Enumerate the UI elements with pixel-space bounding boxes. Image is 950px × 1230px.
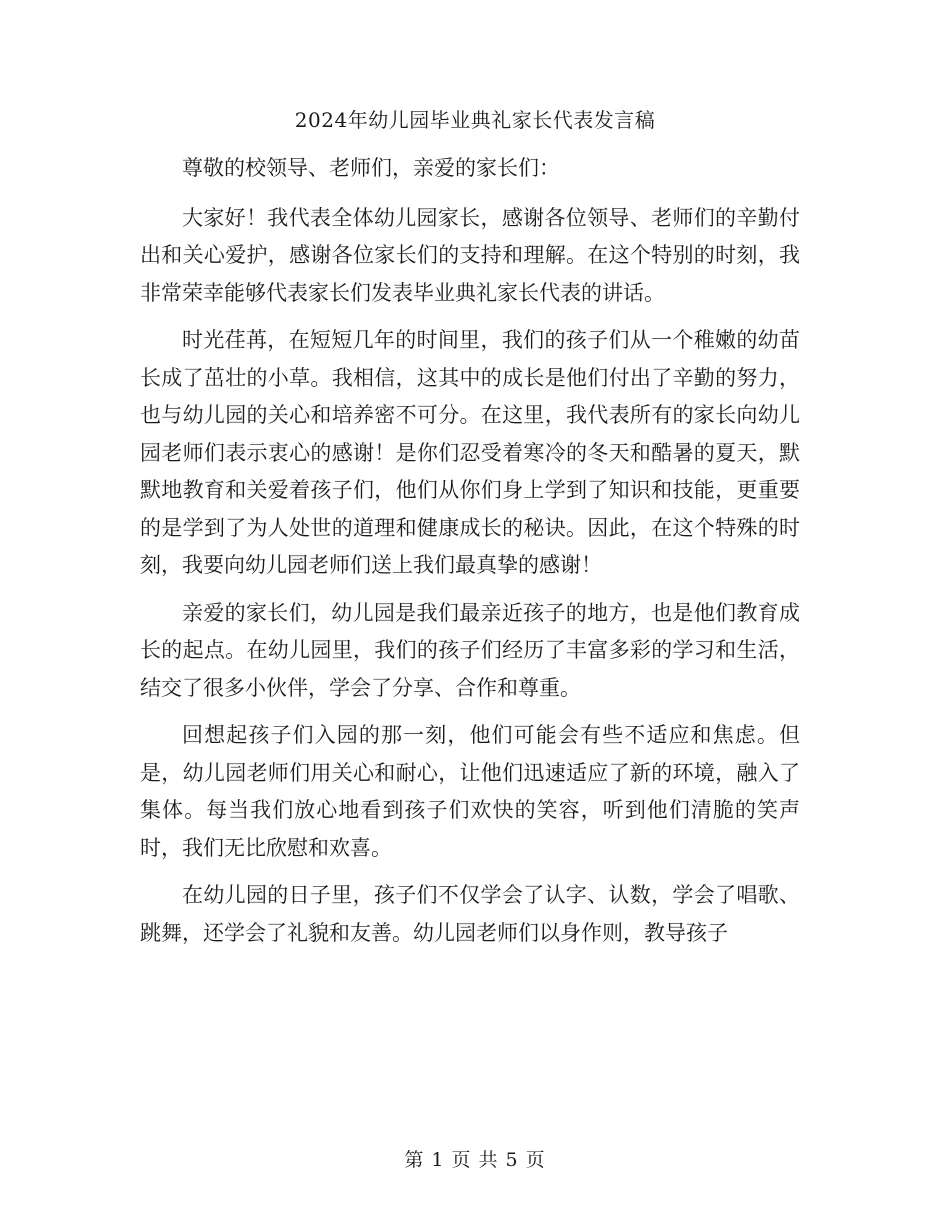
page-number-footer: 第 1 页 共 5 页 (404, 1149, 546, 1171)
paragraph-5: 在幼儿园的日子里，孩子们不仅学会了认字、认数，学会了唱歌、跳舞，还学会了礼貌和友善。幼儿园老师们以身作则，教导孩子 (140, 883, 800, 945)
paragraph-3: 亲爱的家长们，幼儿园是我们最亲近孩子的地方，也是他们教育成长的起点。在幼儿园里，我们的孩子们经历了丰富多彩的学习和生活，结交了很多小伙伴，学会了分享、合作和尊重。 (140, 600, 800, 700)
document-title: 2024年幼儿园毕业典礼家长代表发言稿 (294, 108, 656, 132)
paragraph-1: 大家好！我代表全体幼儿园家长，感谢各位领导、老师们的辛勤付出和关心爱护，感谢各位家长们的支持和理解。在这个特别的时刻，我非常荣幸能够代表家长们发表毕业典礼家长代表的讲话。 (140, 205, 800, 305)
paragraph-4: 回想起孩子们入园的那一刻，他们可能会有些不适应和焦虑。但是，幼儿园老师们用关心和耐心，让他们迅速适应了新的环境，融入了集体。每当我们放心地看到孩子们欢快的笑容，听到他们清脆的笑声时，我们无比欣慰和欢喜。 (140, 723, 800, 860)
paragraph-2: 时光荏苒，在短短几年的时间里，我们的孩子们从一个稚嫩的幼苗长成了茁壮的小草。我相信，这其中的成长是他们付出了辛勤的努力，也与幼儿园的关心和培养密不可分。在这里，我代表所有的家长向幼儿园老师们表示衷心的感谢！是你们忍受着寒冷的冬天和酷暑的夏天，默默地教育和关爱着孩子们，他们从你们身上学到了知识和技能，更重要的是学到了为人处世的道理和健康成长的秘诀。因此，在这个特殊的时刻，我要向幼儿园老师们送上我们最真挚的感谢！ (140, 328, 800, 577)
document-body (140, 150, 800, 962)
salutation: 尊敬的校领导、老师们，亲爱的家长们： (182, 156, 560, 180)
